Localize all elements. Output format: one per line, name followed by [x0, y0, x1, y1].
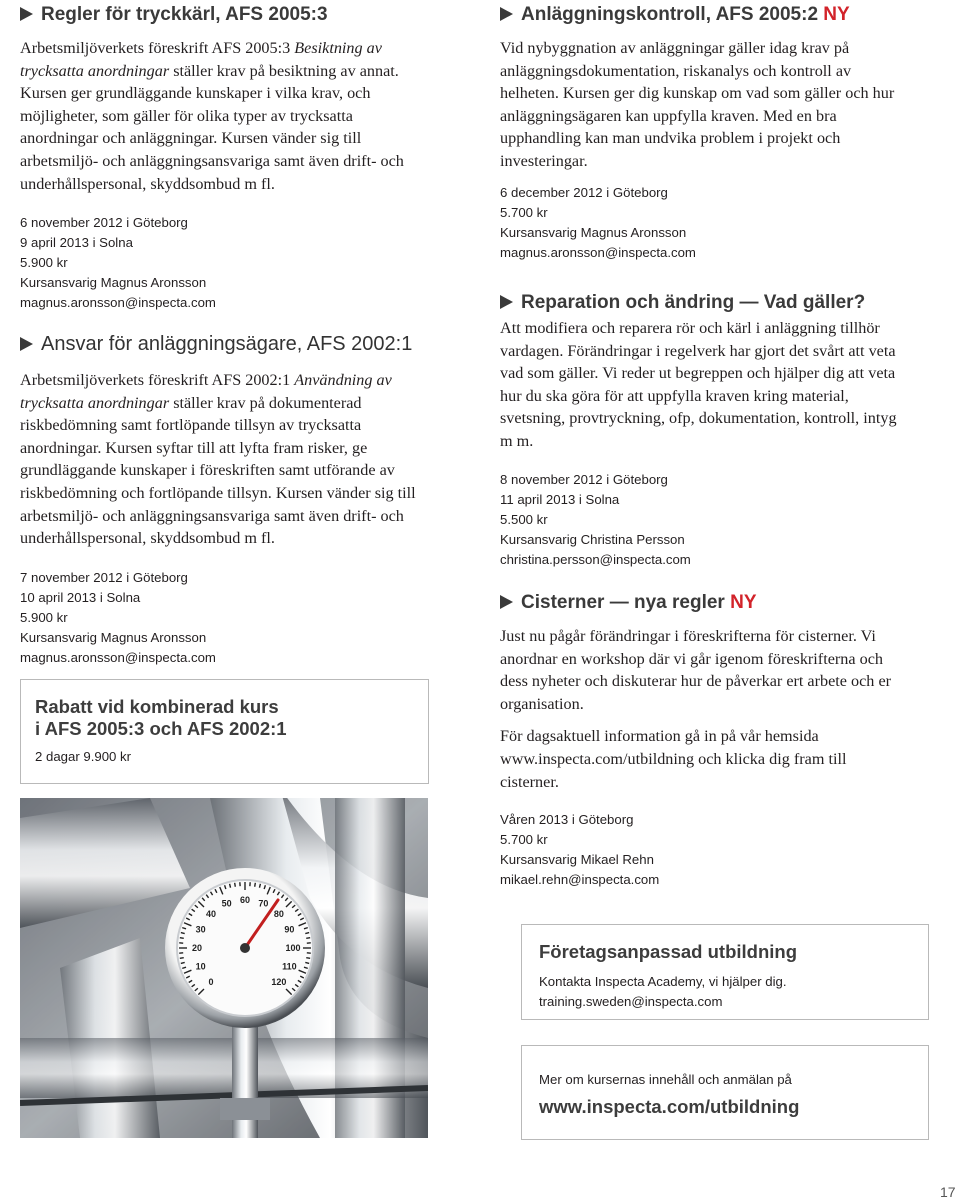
gauge-tick	[181, 962, 185, 963]
contact-email[interactable]: mikael.rehn@inspecta.com	[500, 872, 660, 888]
course-info	[500, 810, 930, 890]
arrow-right-icon	[500, 595, 513, 609]
gauge-label: 50	[221, 898, 232, 909]
gauge-tick	[305, 933, 309, 934]
course-responsible: Kursansvarig Magnus Aronsson	[20, 629, 207, 645]
discount-box	[20, 679, 429, 784]
section-body: Vid nybyggnation av anläggningar gäller idag krav på anläggningsdokumentation, riskanalys och kontroll av helheten. Kursen ger dig kunskap om vad som gäller och hur anläggningsägaren kan uppfylla kraven. Med en bra upphandling kan man undvika problem i projekt och investeringar.	[500, 39, 895, 170]
gauge-label: 30	[195, 924, 206, 935]
gauge-tick	[181, 933, 185, 934]
course-price: 5.700 kr	[500, 204, 548, 220]
training-email[interactable]: training.sweden@inspecta.com	[539, 994, 723, 1009]
gauge-label: 100	[285, 943, 301, 953]
section-cisterner	[500, 591, 930, 890]
arrow-right-icon	[500, 295, 513, 309]
new-badge: NY	[730, 592, 757, 613]
gauge-label: 90	[284, 924, 295, 935]
course-price: 5.900 kr	[20, 609, 68, 625]
new-badge: NY	[823, 4, 850, 25]
gauge-tick	[230, 884, 231, 888]
course-responsible: Kursansvarig Magnus Aronsson	[20, 275, 207, 291]
course-date: 6 december 2012 i Göteborg	[500, 184, 668, 200]
more-info-text: Mer om kursernas innehåll och anmälan på	[539, 1072, 792, 1087]
course-date: 7 november 2012 i Göteborg	[20, 569, 188, 585]
gauge-label: 40	[206, 909, 217, 920]
section-heading: Reparation och ändring — Vad gäller?	[500, 291, 930, 314]
arrow-right-icon	[20, 7, 33, 21]
website-link[interactable]: www.inspecta.com/utbildning	[539, 1096, 800, 1117]
gauge-tick	[180, 958, 184, 959]
gauge-label: 0	[208, 976, 214, 987]
discount-title: Rabatt vid kombinerad kurs	[35, 696, 279, 717]
gauge-label: 120	[271, 976, 287, 987]
gauge-tick	[180, 938, 184, 939]
section-heading: Anläggningskontroll, AFS 2005:2 NY	[500, 3, 930, 26]
arrow-right-icon	[20, 337, 33, 351]
course-date: 11 april 2013 i Solna	[500, 491, 620, 507]
section-heading: Cisterner — nya regler NY	[500, 591, 930, 614]
company-training-box	[521, 924, 929, 1020]
gauge-label: 80	[273, 909, 284, 920]
company-training-title: Företagsanpassad utbildning	[539, 941, 797, 962]
section-heading: Ansvar för anläggningsägare, AFS 2002:1	[20, 333, 430, 356]
course-info	[500, 183, 930, 263]
gauge-label: 10	[195, 961, 206, 972]
gauge-label: 110	[282, 961, 297, 972]
course-price: 5.700 kr	[500, 832, 548, 848]
section-body: För dagsaktuell information gå in på vår hemsida www.inspecta.com/utbildning och klicka dig fram till cisterner.	[500, 727, 847, 791]
gauge-label: 70	[258, 898, 269, 909]
course-responsible: Kursansvarig Mikael Rehn	[500, 852, 654, 868]
course-info	[500, 470, 930, 570]
section-body: Arbetsmiljöverkets föreskrift AFS 2005:3 Besiktning av trycksatta anordningar ställer krav på besiktning av annat. Kursen ger grundläggande kunskaper i vilka krav, och möjligheter, som gäller för olika typer av trycksatta anordningar och anläggningar. Kursen vänder sig till arbetsmiljö- och anläggningsansvariga samt även drift- och underhållspersonal, skyddsombud m fl.	[20, 39, 404, 193]
section-body: Att modifiera och reparera rör och kärl i anläggning tillhör vardagen. Förändringar i regelverk har gjort det svårt att veta vad som gäller. Vi reder ut begreppen och hjälper dig att veta hur du ska göra för att uppfylla kraven kring material, svetsning, provtryckning, ofp, dokumentation, kontroll, intyg m m.	[500, 319, 897, 450]
gauge-tick	[306, 938, 310, 939]
gauge-tick	[305, 962, 309, 963]
company-training-text: Kontakta Inspecta Academy, vi hjälper dig.	[539, 974, 787, 989]
contact-email[interactable]: magnus.aronsson@inspecta.com	[500, 244, 696, 260]
course-info	[20, 568, 430, 668]
photo-illustration	[20, 798, 428, 1138]
contact-email[interactable]: magnus.aronsson@inspecta.com	[20, 295, 216, 311]
course-price: 5.900 kr	[20, 255, 68, 271]
course-info	[20, 213, 430, 313]
course-date: 9 april 2013 i Solna	[20, 235, 133, 251]
course-date: Våren 2013 i Göteborg	[500, 812, 634, 828]
course-price: 5.500 kr	[500, 511, 548, 527]
section-heading: Regler för tryckkärl, AFS 2005:3	[20, 3, 430, 26]
section-body: Just nu pågår förändringar i föreskrifterna för cisterner. Vi anordnar en workshop där vi går igenom föreskrifterna och dess nyheter och diskuterar hur de påverkar ert arbete och er organisation.	[500, 627, 892, 713]
gauge-tick	[259, 884, 260, 888]
arrow-right-icon	[500, 7, 513, 21]
gauge-label: 20	[191, 943, 203, 953]
course-date: 10 april 2013 i Solna	[20, 589, 141, 605]
section-anlaggningskontroll	[500, 3, 930, 263]
more-info-box	[521, 1045, 929, 1140]
page-number: 17	[940, 1184, 956, 1200]
discount-title: i AFS 2005:3 och AFS 2002:1	[35, 718, 287, 739]
course-date: 6 november 2012 i Göteborg	[20, 215, 188, 231]
section-ansvar-anlaggningsagare	[20, 333, 430, 668]
discount-price: 2 dagar 9.900 kr	[35, 749, 132, 764]
course-date: 8 november 2012 i Göteborg	[500, 471, 668, 487]
gauge-tick	[235, 883, 236, 887]
contact-email[interactable]: christina.persson@inspecta.com	[500, 551, 691, 567]
course-responsible: Kursansvarig Christina Persson	[500, 531, 685, 547]
section-reparation-andring	[500, 291, 930, 570]
gauge-label: 60	[239, 895, 251, 905]
gauge-tick	[255, 883, 256, 887]
gauge-tick	[306, 958, 310, 959]
section-body: Arbetsmiljöverkets föreskrift AFS 2002:1 Användning av trycksatta anordningar ställer krav på dokumenterad riskbedömning samt fortlöpande tillsyn av trycksatta anordningar. Kursen syftar till att lyfta fram risker, ge grundläggande kunskaper i föreskriften samt utförande av riskbedömning och fortlöpande tillsyn. Kursen vänder sig till arbetsmiljö- och anläggningsansvariga samt även drift- och underhållspersonal, skyddsombud m fl.	[20, 371, 416, 548]
contact-email[interactable]: magnus.aronsson@inspecta.com	[20, 649, 216, 665]
pipes-gauge-photo	[20, 798, 428, 1138]
section-regler-tryckkarl	[20, 3, 430, 313]
course-responsible: Kursansvarig Magnus Aronsson	[500, 224, 687, 240]
